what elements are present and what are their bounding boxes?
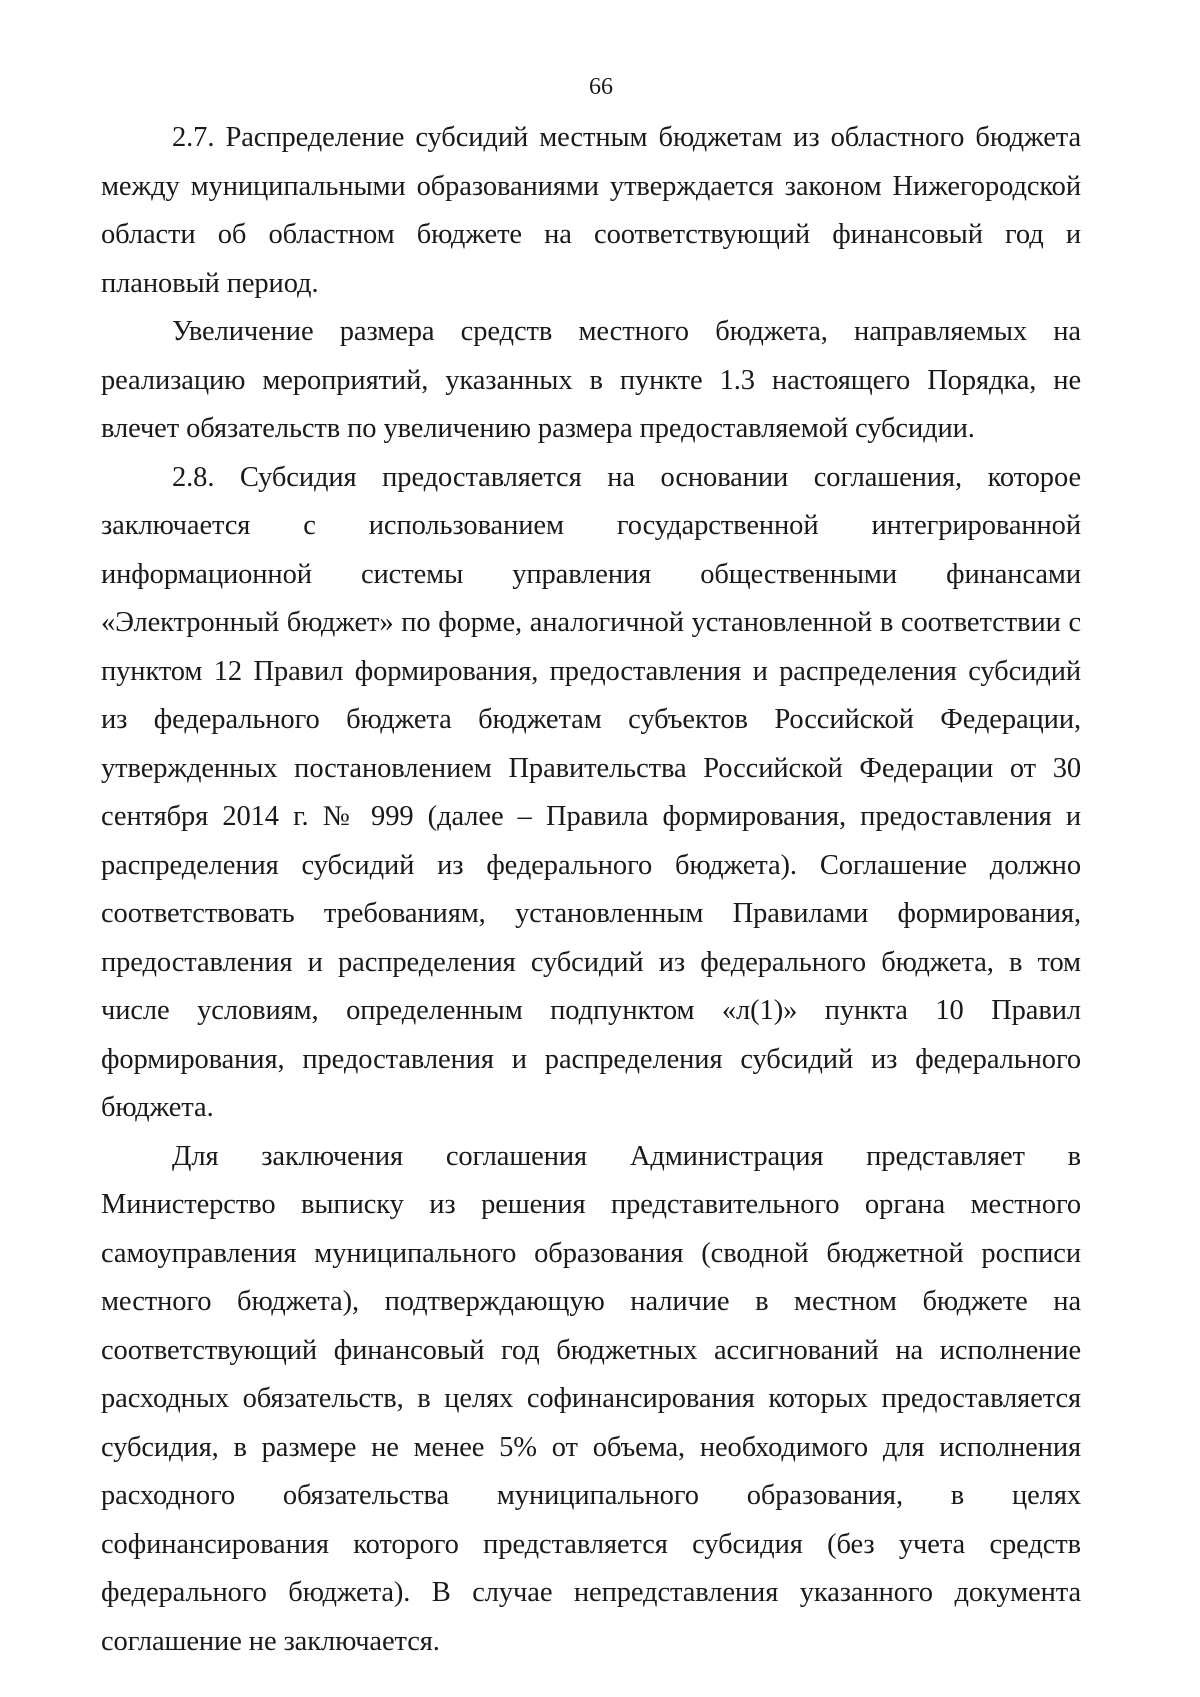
- page-number: 66: [589, 74, 613, 100]
- paragraph-agreement-conditions: Для заключения соглашения Администрация представляет в Министерство выписку из решения представительного органа местного самоуправления муниципального образования (сводной бюджетной росписи местного бюджета), подтверждающую наличие в местном бюджете на соответствующий финансовый год бюджетных ассигнований на исполнение расходных обязательств, в целях софинансирования которых предоставляется субсидия, в размере не менее 5% от объема, необходимого для исполнения расходного обязательства муниципального образования, в целях софинансирования которого представляется субсидия (без учета средств федерального бюджета). В случае непредставления указанного документа соглашение не заключается.: [101, 1140, 1081, 1657]
- paragraph-2-7: 2.7. Распределение субсидий местным бюджетам из областного бюджета между муниципальными образованиями утверждается законом Нижегородской области об областном бюджете на соответствующий финансовый год и плановый период.: [101, 122, 1081, 299]
- paragraph-budget-increase: Увеличение размера средств местного бюджета, направляемых на реализацию мероприятий, указанных в пункте 1.3 настоящего Порядка, не влечет обязательств по увеличению размера предоставляемой субсидии.: [101, 316, 1081, 444]
- paragraph-2-8: 2.8. Субсидия предоставляется на основании соглашения, которое заключается с использованием государственной интегрированной информационной системы управления общественными финансами «Электронный бюджет» по форме, аналогичной установленной в соответствии с пунктом 12 Правил формирования, предоставления и распределения субсидий из федерального бюджета бюджетам субъектов Российской Федерации, утвержденных постановлением Правительства Российской Федерации от 30 сентября 2014 г. № 999 (далее – Правила формирования, предоставления и распределения субсидий из федерального бюджета). Соглашение должно соответствовать требованиям, установленным Правилами формирования, предоставления и распределения субсидий из федерального бюджета, в том числе условиям, определенным подпунктом «л(1)» пункта 10 Правил формирования, предоставления и распределения субсидий из федерального бюджета.: [101, 461, 1081, 1123]
